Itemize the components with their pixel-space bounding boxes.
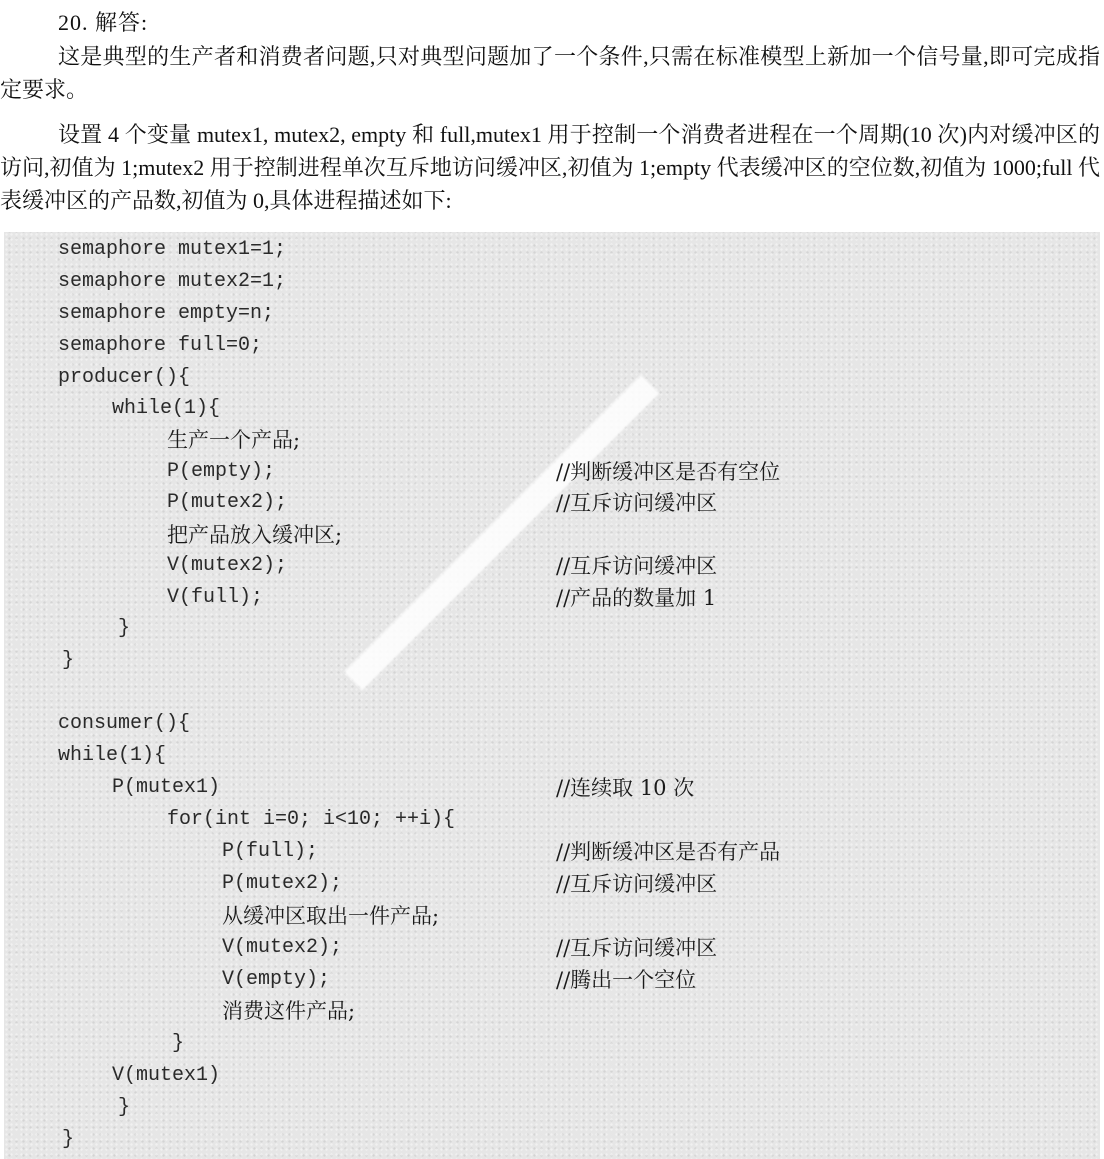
code-line: } [118,617,131,640]
code-line: P(full); [222,840,319,863]
code-line: } [62,649,75,672]
code-line: 把产品放入缓冲区; [167,523,343,547]
code-line: } [172,1032,185,1055]
code-line: V(mutex2); [222,936,343,959]
comment-text: //判断缓冲区是否有产品 [556,840,781,864]
code-line: producer(){ [58,366,191,389]
code-line: semaphore empty=n; [58,302,275,325]
code-line: 生产一个产品; [167,428,301,452]
intro-paragraph: 这是典型的生产者和消费者问题,只对典型问题加了一个条件,只需在标准模型上新加一个信号量,即可完成指定要求。 [0,44,1100,102]
code-line: semaphore full=0; [58,334,263,357]
comment-text: //连续取 10 次 [556,776,695,800]
comment-text: //判断缓冲区是否有空位 [556,460,781,484]
code-line: V(mutex2); [167,554,288,577]
code-line: P(mutex2); [222,872,343,895]
comment-text: //互斥访问缓冲区 [556,554,718,578]
code-comment [556,552,717,580]
answer-heading: 20. 解答: [58,10,149,35]
comment-text: //腾出一个空位 [556,968,697,992]
code-block [4,232,1100,1159]
code-comment [556,870,717,898]
code-comment [556,966,696,994]
comment-text: //产品的数量加 1 [556,586,717,610]
code-line: 从缓冲区取出一件产品; [222,904,440,928]
code-comment [556,934,717,962]
code-comment [556,838,780,866]
code-line: } [62,1128,75,1151]
code-line: V(full); [167,586,264,609]
comment-text: //互斥访问缓冲区 [556,936,718,960]
comment-text: //互斥访问缓冲区 [556,491,718,515]
code-line: P(empty); [167,460,276,483]
code-line: 消费这件产品; [222,999,356,1023]
code-comment [556,458,780,486]
code-line: consumer(){ [58,712,191,735]
code-line: V(mutex1) [112,1064,221,1087]
code-line: semaphore mutex2=1; [58,270,287,293]
code-line: while(1){ [58,744,167,767]
code-line: P(mutex1) [112,776,221,799]
code-line: while(1){ [112,397,221,420]
comment-text: //互斥访问缓冲区 [556,872,718,896]
code-comment [556,489,717,517]
code-line: for(int i=0; i<10; ++i){ [167,808,456,831]
code-comment [556,774,694,802]
code-line: semaphore mutex1=1; [58,238,287,261]
variables-paragraph: 设置 4 个变量 mutex1, mutex2, empty 和 full,mutex1 用于控制一个消费者进程在一个周期(10 次)内对缓冲区的访问,初值为 1;mutex2 用于控制进程单次互斥地访问缓冲区,初值为 1;empty 代表缓冲区的空位数,初值为 1000;full 代表缓冲区的产品数,初值为 0,具体进程描述如下: [0,122,1100,213]
watermark [344,375,659,690]
code-line: } [118,1096,131,1119]
code-line: V(empty); [222,968,331,991]
code-line: P(mutex2); [167,491,288,514]
code-comment [556,584,716,612]
